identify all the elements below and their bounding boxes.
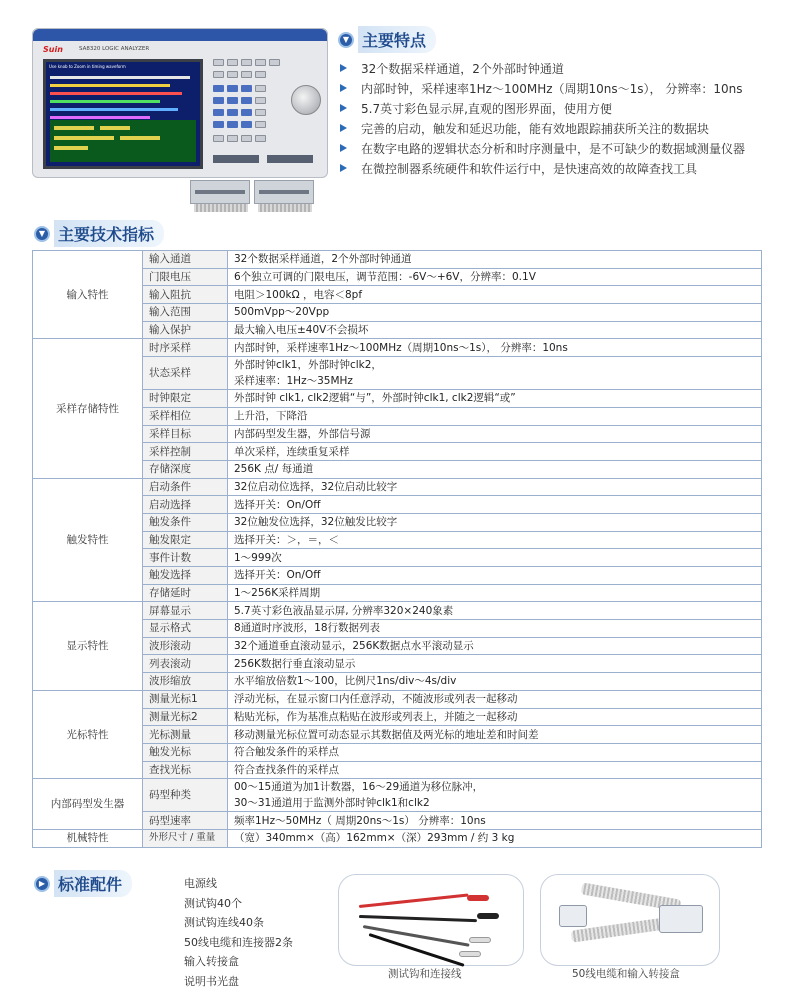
spec-value: 32位启动位选择，32位启动比较字 [228, 478, 762, 496]
table-row [33, 407, 762, 425]
spec-name: 采样控制 [143, 443, 228, 461]
device-keypad [213, 59, 289, 147]
spec-value: 8通道时序波形，18行数据列表 [228, 620, 762, 638]
logic-analyzer-image [32, 28, 328, 178]
chevron-right-icon: ▶ [34, 876, 50, 892]
features-list [336, 58, 776, 178]
waveform-line [50, 108, 178, 111]
spec-name: 采样相位 [143, 407, 228, 425]
spec-value: 粘贴光标，作为基准点粘贴在波形或列表上，并随之一起移动 [228, 708, 762, 726]
device-handle [33, 29, 327, 41]
cable-adapter-image [540, 874, 720, 966]
input-pod [190, 180, 250, 204]
spec-value: 内部时钟，采样速率1Hz～100MHz（周期10ns～1s）， 分辨率：10ns [228, 339, 762, 357]
spec-category: 采样存储特性 [33, 339, 143, 478]
spec-value: 上升沿，下降沿 [228, 407, 762, 425]
spec-value: 频率1Hz～50MHz（ 周期20ns～1s） 分辨率：10ns [228, 812, 762, 830]
accessory-item: 50线电缆和连接器2条 [184, 935, 293, 949]
probe-cable [258, 204, 312, 212]
spec-category: 光标特性 [33, 690, 143, 778]
feature-item: 完善的启动，触发和延迟功能，能有效地跟踪捕获所关注的数据块 [336, 118, 776, 138]
spec-name: 列表滚动 [143, 655, 228, 673]
spec-name: 触发条件 [143, 513, 228, 531]
spec-name: 码型种类 [143, 779, 228, 812]
arrow-right-icon [340, 124, 347, 132]
spec-value-line: 30～31通道用于监测外部时钟clk1和clk2 [234, 797, 430, 810]
features-title: 主要特点 [358, 26, 436, 53]
spec-value-line: 00～15通道为加1计数器，16～29通道为移位脉冲， [234, 781, 484, 794]
waveform-line [50, 92, 182, 95]
spec-name: 触发限定 [143, 531, 228, 549]
spec-category: 机械特性 [33, 829, 143, 847]
accessory-item: 输入转接盒 [184, 955, 239, 969]
waveform-line [50, 116, 150, 119]
table-row [33, 251, 762, 269]
waveform-line [50, 100, 160, 103]
spec-name: 查找光标 [143, 761, 228, 779]
spec-value: 水平缩放倍数1～100，比例尺1ns/div～4s/div [228, 673, 762, 691]
arrow-right-icon [340, 64, 347, 72]
spec-name: 启动选择 [143, 496, 228, 514]
table-row [33, 637, 762, 655]
accessories-list [184, 874, 293, 992]
connector-box [559, 905, 587, 927]
spec-value [228, 357, 762, 390]
spec-name: 屏幕显示 [143, 602, 228, 620]
spec-name: 外形尺寸 / 重量 [143, 829, 228, 847]
table-row [33, 673, 762, 691]
spec-value: （宽）340mm×（高）162mm×（深）293mm / 约 3 kg [228, 829, 762, 847]
table-row [33, 478, 762, 496]
arrow-right-icon [340, 144, 347, 152]
spec-name: 采样目标 [143, 425, 228, 443]
spec-name: 存储延时 [143, 584, 228, 602]
spec-name: 光标测量 [143, 726, 228, 744]
cable-adapter-caption: 50线电缆和输入转接盒 [572, 968, 680, 980]
table-row [33, 690, 762, 708]
chevron-down-icon: ▼ [338, 32, 354, 48]
table-row [33, 460, 762, 478]
spec-name: 触发选择 [143, 567, 228, 585]
spec-value: 5.7英寸彩色液晶显示屏, 分辨率320×240象素 [228, 602, 762, 620]
table-row [33, 620, 762, 638]
device-brand-logo: Suin [43, 45, 63, 54]
spec-name: 存储深度 [143, 460, 228, 478]
table-row [33, 779, 762, 812]
table-row [33, 513, 762, 531]
table-row [33, 812, 762, 830]
spec-name: 时序采样 [143, 339, 228, 357]
table-row [33, 584, 762, 602]
table-row [33, 531, 762, 549]
rotary-knob [291, 85, 321, 115]
spec-name: 启动条件 [143, 478, 228, 496]
specs-table [32, 250, 762, 848]
spec-value: 256K 点/ 每通道 [228, 460, 762, 478]
spec-value: 6个独立可调的门限电压，调节范围：-6V～+6V，分辨率：0.1V [228, 268, 762, 286]
spec-name: 输入范围 [143, 304, 228, 322]
test-hooks-caption: 测试钩和连接线 [388, 968, 462, 980]
spec-name: 状态采样 [143, 357, 228, 390]
spec-name: 波形滚动 [143, 637, 228, 655]
spec-category: 输入特性 [33, 251, 143, 339]
table-row [33, 761, 762, 779]
accessories-title: 标准配件 [54, 870, 132, 897]
spec-value: 32个通道垂直滚动显示，256K数据点水平滚动显示 [228, 637, 762, 655]
spec-value: 256K数据行垂直滚动显示 [228, 655, 762, 673]
table-row [33, 567, 762, 585]
feature-item: 32个数据采样通道，2个外部时钟通道 [336, 58, 776, 78]
table-row [33, 743, 762, 761]
spec-value-line: 采样速率：1Hz～35MHz [234, 375, 353, 388]
spec-value: 32位触发位选择，32位触发比较字 [228, 513, 762, 531]
spec-name: 显示格式 [143, 620, 228, 638]
spec-category: 触发特性 [33, 478, 143, 602]
table-row [33, 708, 762, 726]
feature-item: 内部时钟，采样速率1Hz～100MHz（周期10ns～1s）， 分辨率：10ns [336, 78, 776, 98]
spec-value: 32个数据采样通道，2个外部时钟通道 [228, 251, 762, 269]
feature-item: 5.7英寸彩色显示屏,直观的图形界面，使用方便 [336, 98, 776, 118]
spec-value: 最大输入电压±40V不会损坏 [228, 321, 762, 339]
spec-value: 外部时钟 clk1, clk2逻辑“与”，外部时钟clk1, clk2逻辑“或” [228, 390, 762, 408]
spec-value: 500mVpp～20Vpp [228, 304, 762, 322]
spec-value: 内部码型发生器，外部信号源 [228, 425, 762, 443]
specs-title: 主要技术指标 [54, 220, 164, 247]
spec-category: 显示特性 [33, 602, 143, 690]
feature-item: 在数字电路的逻辑状态分析和时序测量中，是不可缺少的数据域测量仪器 [336, 138, 776, 158]
table-row [33, 390, 762, 408]
device-screen [43, 59, 203, 169]
spec-value: 选择开关：On/Off [228, 496, 762, 514]
table-row [33, 496, 762, 514]
spec-value: 符合查找条件的采样点 [228, 761, 762, 779]
device-model-label: SA8320 LOGIC ANALYZER [79, 46, 150, 52]
spec-value: 移动测量光标位置可动态显示其数据值及两光标的地址差和时间差 [228, 726, 762, 744]
spec-value: 选择开关：＞，＝，＜ [228, 531, 762, 549]
accessory-item: 测试钩连线40条 [184, 916, 264, 930]
spec-name: 码型速率 [143, 812, 228, 830]
screen-data-panel [50, 120, 196, 162]
input-pod [254, 180, 314, 204]
spec-category: 内部码型发生器 [33, 779, 143, 830]
waveform-line [50, 76, 190, 79]
accessories-heading [34, 870, 132, 897]
spec-name: 输入保护 [143, 321, 228, 339]
table-row [33, 304, 762, 322]
table-row [33, 357, 762, 390]
arrow-right-icon [340, 84, 347, 92]
table-row [33, 286, 762, 304]
accessory-item: 电源线 [184, 877, 217, 890]
spec-name: 输入阻抗 [143, 286, 228, 304]
test-hooks-image [338, 874, 524, 966]
accessory-item: 说明书光盘 [184, 974, 239, 988]
spec-name: 事件计数 [143, 549, 228, 567]
adapter-box [659, 905, 703, 933]
screen-title: Use knob to Zoom in timing waveform [49, 64, 126, 69]
spec-value: 1～999次 [228, 549, 762, 567]
spec-value: 选择开关：On/Off [228, 567, 762, 585]
feature-item: 在微控制器系统硬件和软件运行中，是快速高效的故障查找工具 [336, 158, 776, 178]
spec-value: 符合触发条件的采样点 [228, 743, 762, 761]
spec-name: 输入通道 [143, 251, 228, 269]
features-heading [338, 26, 436, 53]
spec-value: 1～256K采样周期 [228, 584, 762, 602]
table-row [33, 655, 762, 673]
chevron-down-icon: ▼ [34, 226, 50, 242]
spec-name: 波形缩放 [143, 673, 228, 691]
table-row [33, 321, 762, 339]
arrow-right-icon [340, 164, 347, 172]
table-row [33, 339, 762, 357]
probe-cable [194, 204, 248, 212]
spec-name: 测量光标1 [143, 690, 228, 708]
table-row [33, 726, 762, 744]
spec-name: 门限电压 [143, 268, 228, 286]
spec-name: 测量光标2 [143, 708, 228, 726]
spec-value: 电阻＞100kΩ ，电容＜8pf [228, 286, 762, 304]
spec-value-line: 外部时钟clk1，外部时钟clk2， [234, 359, 382, 372]
table-row [33, 425, 762, 443]
spec-value [228, 779, 762, 812]
waveform-line [50, 84, 170, 87]
device-input-ports [213, 155, 313, 165]
specs-heading [34, 220, 164, 247]
table-row [33, 549, 762, 567]
spec-value: 浮动光标，在显示窗口内任意浮动，不随波形或列表一起移动 [228, 690, 762, 708]
table-row [33, 443, 762, 461]
spec-name: 时钟限定 [143, 390, 228, 408]
table-row [33, 268, 762, 286]
spec-name: 触发光标 [143, 743, 228, 761]
spec-value: 单次采样，连续重复采样 [228, 443, 762, 461]
table-row [33, 602, 762, 620]
accessory-item: 测试钩40个 [184, 896, 242, 910]
table-row [33, 829, 762, 847]
arrow-right-icon [340, 104, 347, 112]
